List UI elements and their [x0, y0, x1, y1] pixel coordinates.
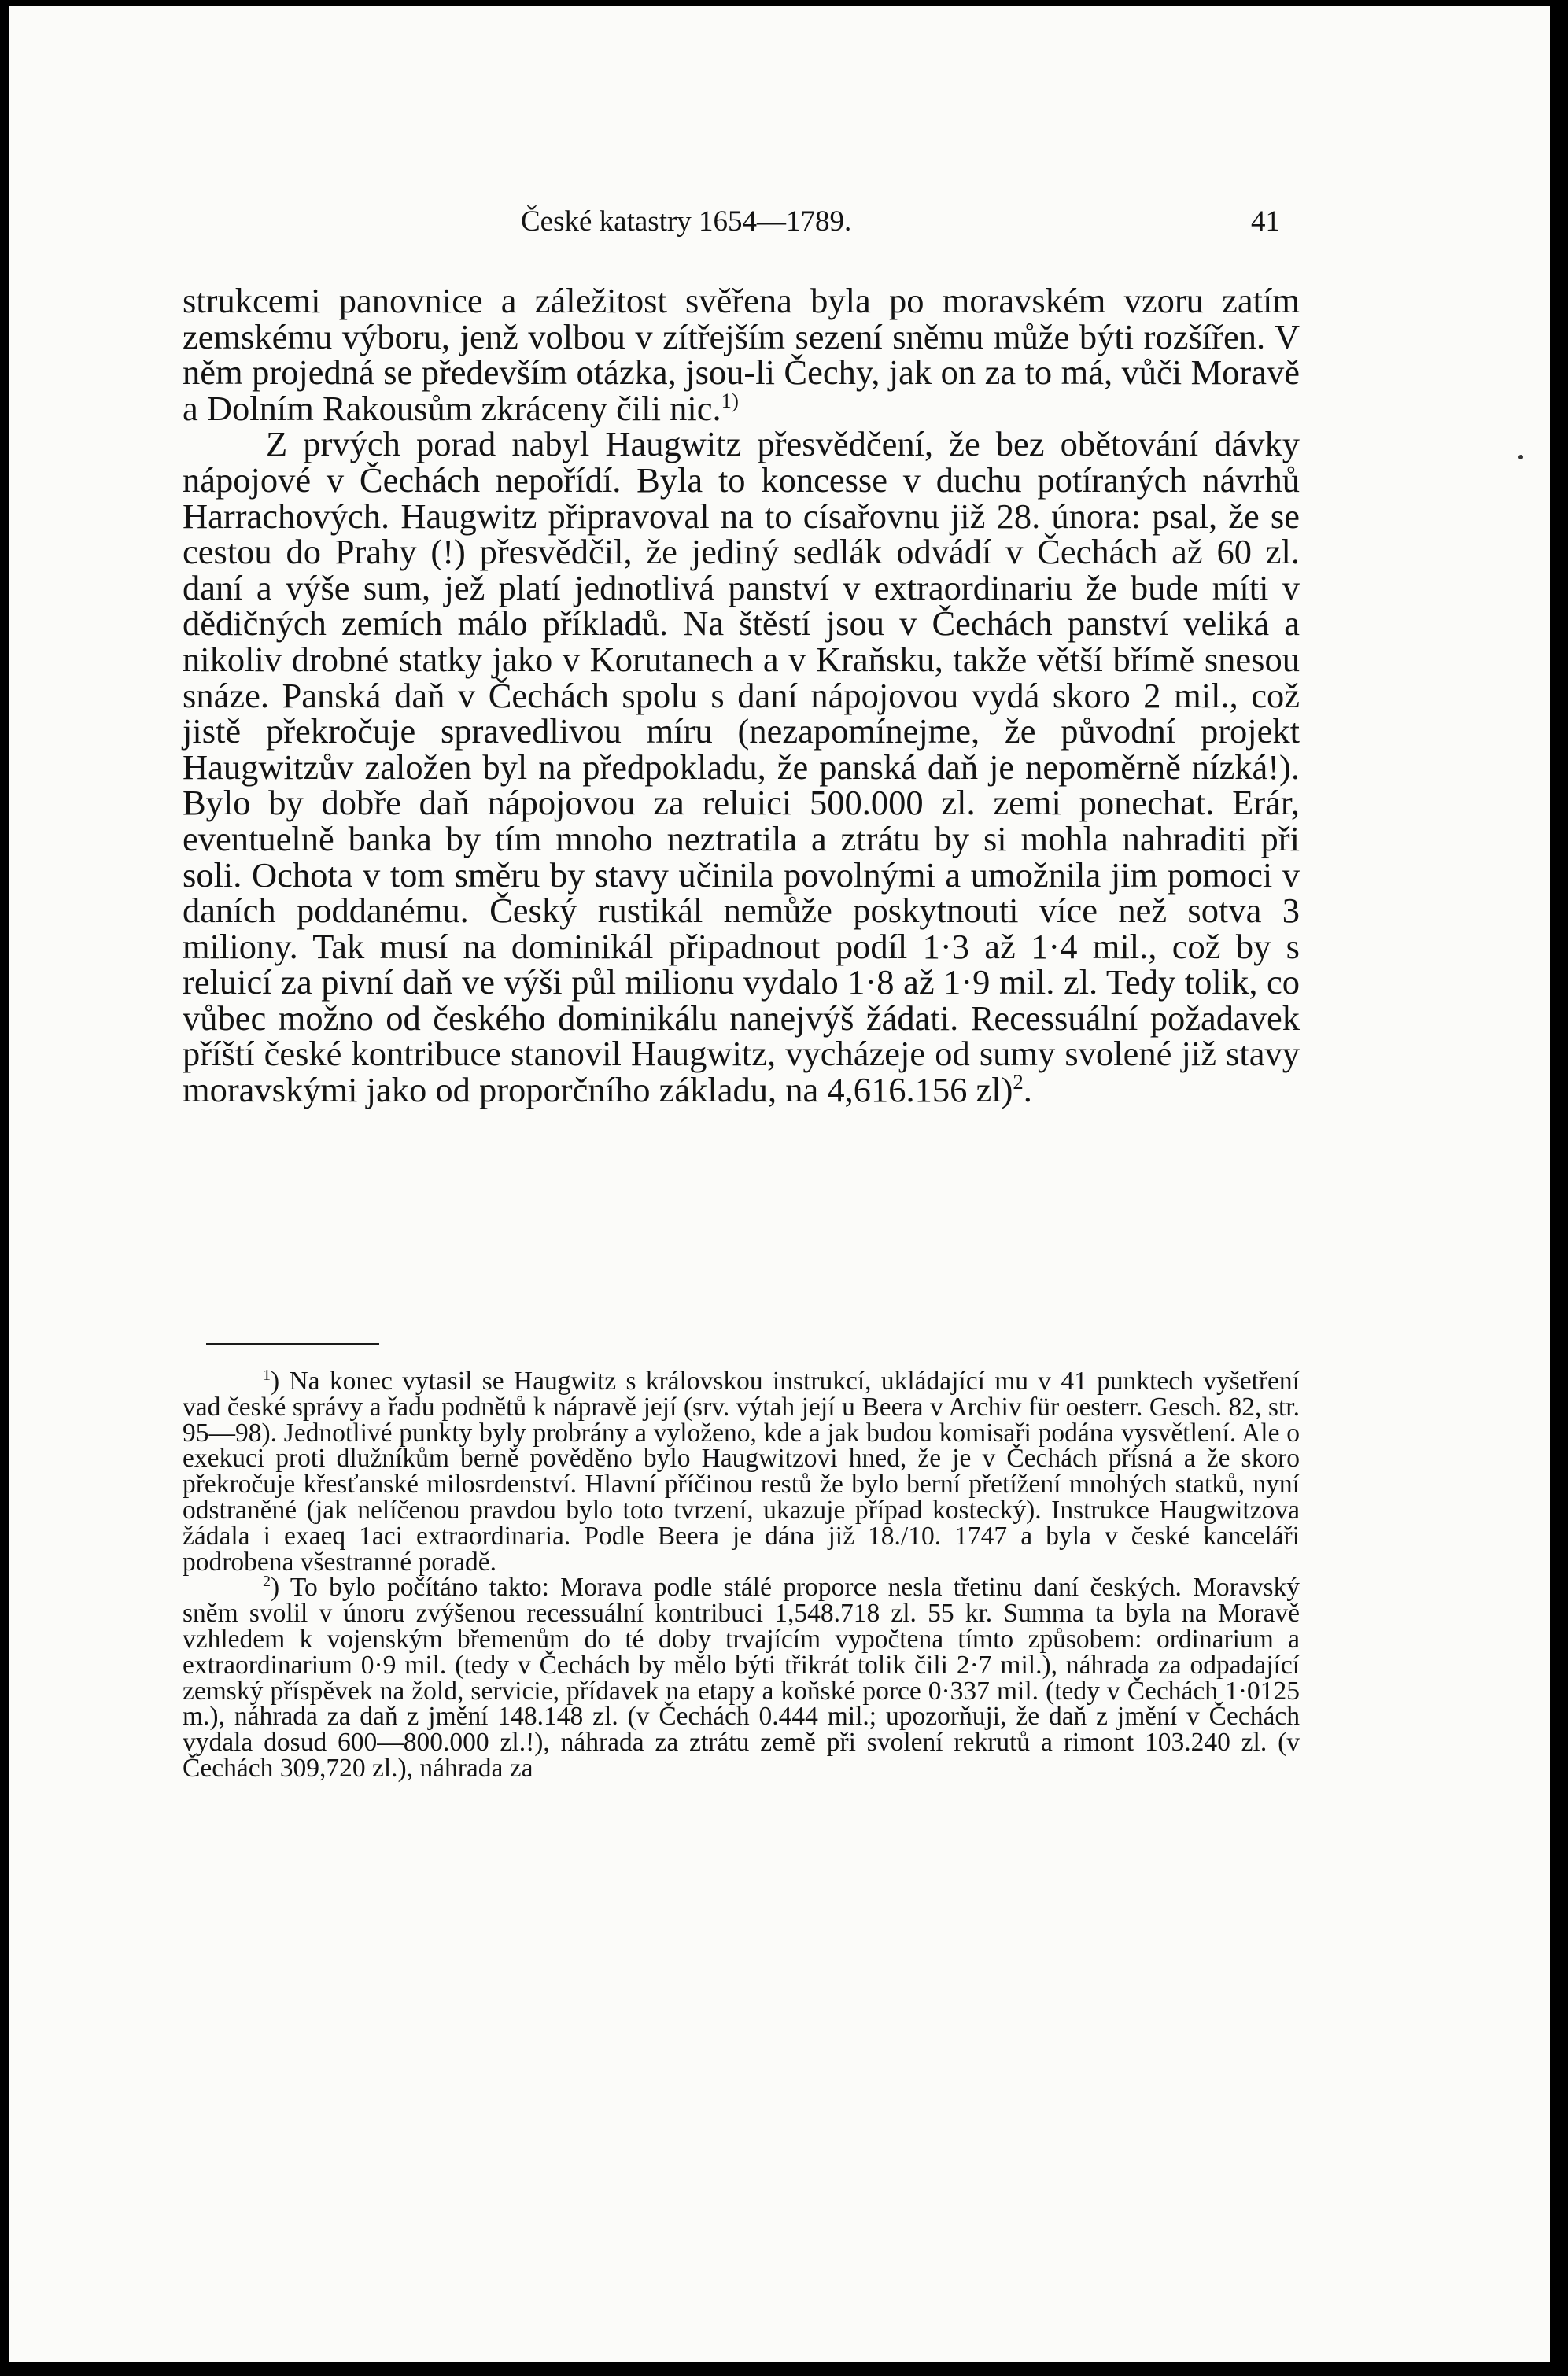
footnote-2-text: ) To bylo počítáno takto: Morava podle stálé proporce nesla třetinu daní českých. Moravský sněm svolil v únoru zvýšenou recessuální kontribuci 1,548.718 zl. 55 kr. Summa ta byla na Moravě vzhledem k vojenským břemenům do té doby trvajícím vypočtena tímto způsobem: ordinarium a extraordinarium 0·9 mil. (tedy v Čechách by mělo býti třikrát tolik čili 2·7 mil.), náhrada za odpadající zemský příspěvek na žold, servicie, přídavek na etapy a koňské porce 0·337 mil. (tedy v Čechách 1·0125 m.), náhrada za daň z jmění 148.148 zl. (v Čechách 0.444 mil.; upozorňuji, že daň z jmění v Čechách vydala dosud 600—800.000 zl.!), náhrada za ztrátu země při svolení rekrutů a rimont 103.240 zl. (v Čechách 309,720 zl.), náhrada za: [183, 1573, 1300, 1783]
main-text: [183, 283, 1300, 1109]
footnote-separator: [206, 1343, 379, 1345]
paragraph-2: [183, 426, 1300, 1108]
footnote-1-text: ) Na konec vytasil se Haugwitz s královskou instrukcí, ukládající mu v 41 punktech vyšetření vad české správy a řadu podnětů k nápravě její (srv. výtah její u Beera v Archiv für oesterr. Gesch. 82, str. 95—98). Jednotlivé punkty byly probrány a vyloženo, kde a jak budou komisaři podána vysvětlení. Ale o exekuci proti dlužníkům berně pověděno bylo Haugwitzovi hned, že je v Čechách přísná a že skoro překročuje křesťanské milosrdenství. Hlavní příčinou restů že bylo berní přetížení mnohých statků, nyní odstraněné (jak nelíčenou pravdou bylo toto tvrzení, ukazuje případ kostecký). Instrukce Haugwitzova žádala i exaeq 1aci extraordinaria. Podle Beera je dána již 18./10. 1747 a byla v české kanceláři podrobena všestranné poradě.: [183, 1367, 1300, 1577]
footnote-2: [183, 1575, 1300, 1781]
book-page: [9, 6, 1550, 2362]
scan-speck: [1518, 455, 1523, 459]
page-number: 41: [1251, 205, 1280, 238]
footnote-ref-2: 2: [1013, 1070, 1024, 1094]
footnote-1-marker: 1: [263, 1366, 271, 1384]
running-title: České katastry 1654—1789.: [521, 205, 852, 238]
paragraph-2-text: Z prvých porad nabyl Haugwitz přesvědčení, že bez obětování dávky nápojové v Čechách nepořídí. Byla to koncesse v duchu potíraných návrhů Harrachových. Haugwitz připravoval na to císařovnu již 28. února: psal, že se cestou do Prahy (!) přesvědčil, že jediný sedlák odvádí v Čechách až 60 zl. daní a výše sum, jež platí jednotlivá panství v extraordinariu že bude míti v dědičných zemích málo příkladů. Na štěstí jsou v Čechách panství veliká a nikoliv drobné statky jako v Korutanech a v Kraňsku, takže větší břímě snesou snáze. Panská daň v Čechách spolu s daní nápojovou vydá skoro 2 mil., což jistě překročuje spravedlivou míru (nezapomínejme, že původní projekt Haugwitzův založen byl na předpokladu, že panská daň je nepoměrně nízká!). Bylo by dobře daň nápojovou za reluici 500.000 zl. zemi ponechat. Erár, eventuelně banka by tím mnoho neztratila a ztrátu by si mohla nahraditi při soli. Ochota v tom směru by stavy učinila povolnými a umožnila jim pomoci v daních poddanému. Český rustikál nemůže poskytnouti více než sotva 3 miliony. Tak musí na dominikál připadnout podíl 1·3 až 1·4 mil., což by s reluicí za pivní daň ve výši půl milionu vydalo 1·8 až 1·9 mil. zl. Tedy tolik, co vůbec možno od českého dominikálu nanejvýš žádati. Recessuální požadavek příští české kontribuce stanovil Haugwitz, vycházeje od sumy svolené již stavy moravskými jako od proporčního základu, na 4,616.156 zl): [183, 424, 1300, 1110]
footnote-1: [183, 1366, 1300, 1577]
paragraph-2-end: .: [1023, 1070, 1032, 1110]
footnote-2-marker: 2: [263, 1573, 271, 1591]
paragraph-1: [183, 283, 1300, 426]
footnote-ref-1: 1): [721, 388, 739, 412]
paragraph-1-text: strukcemi panovnice a záležitost svěřena byla po moravském vzoru zatím zemskému výboru, jenž volbou v zítřejším sezení sněmu může býti rozšířen. V něm projedná se především otázka, jsou-li Čechy, jak on za to má, vůči Moravě a Dolním Rakousům zkráceny čili nic.: [183, 281, 1300, 428]
footnotes: [183, 1366, 1300, 1783]
